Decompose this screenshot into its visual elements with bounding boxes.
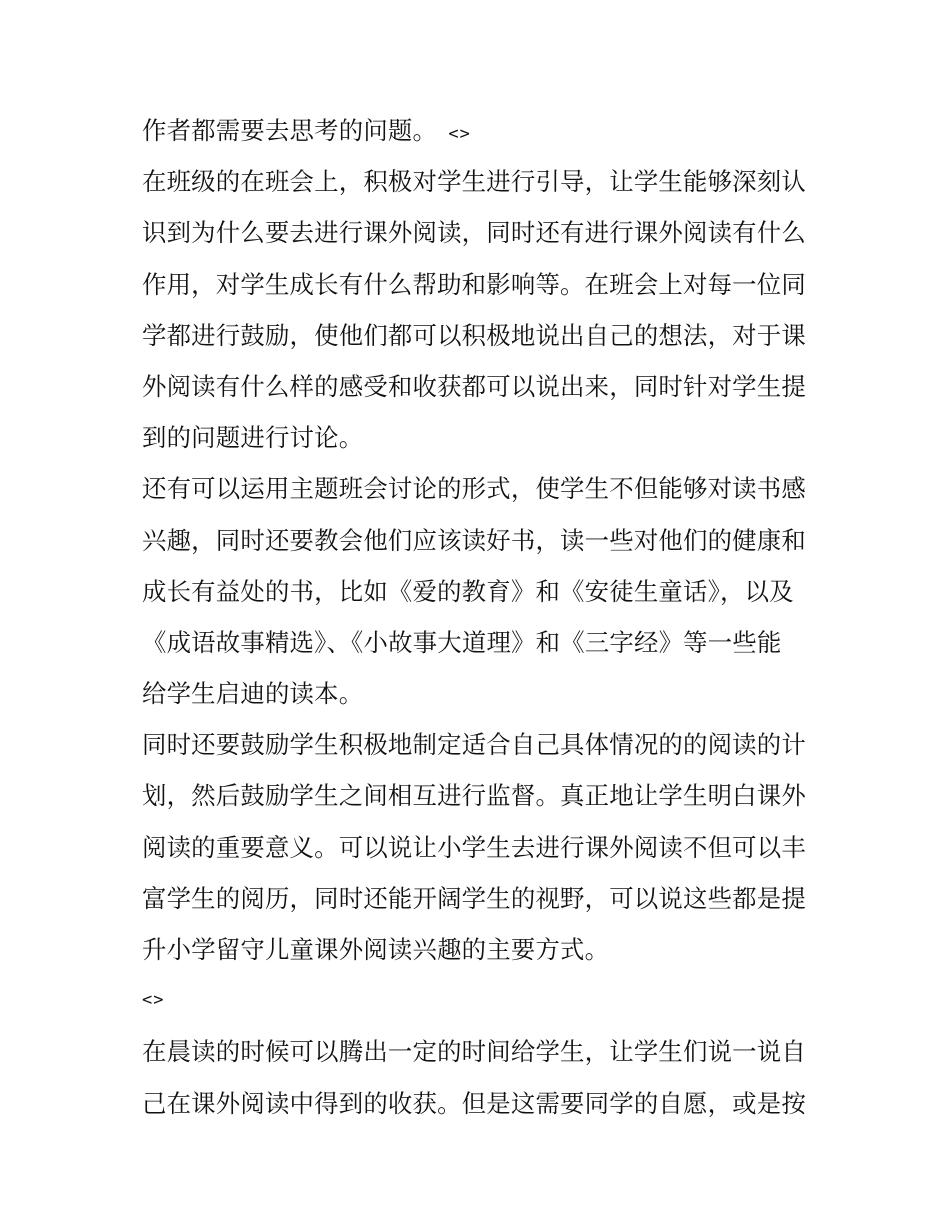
text-line: 富学生的阅历，同时还能开阔学生的视野，可以说这些都是提: [142, 883, 806, 913]
text-line: 给学生启迪的读本。: [142, 679, 364, 709]
paragraph-3: [142, 463, 812, 719]
text-line: 同时还要鼓励学生积极地制定适合自己具体情况的的阅读的计: [142, 730, 806, 760]
text-line: 成长有益处的书，比如《爱的教育》和《安徒生童话》，以及: [142, 576, 794, 606]
text-line: 识到为什么要去进行课外阅读，同时还有进行课外阅读有什么: [142, 218, 806, 248]
paragraph-1: [142, 105, 812, 156]
text-line: 《成语故事精选》、《小故事大道理》和《三字经》等一些能: [142, 627, 782, 657]
text-line: 外阅读有什么样的感受和收获都可以说出来，同时针对学生提: [142, 371, 806, 401]
text-line: 阅读的重要意义。可以说让小学生去进行课外阅读不但可以丰: [142, 832, 806, 862]
text-line: 己在课外阅读中得到的收获。但是这需要同学的自愿，或是按: [142, 1088, 806, 1118]
paragraph-5: [142, 975, 812, 1026]
text-line: 学都进行鼓励，使他们都可以积极地说出自己的想法，对于课: [142, 320, 806, 350]
text-line: 在晨读的时候可以腾出一定的时间给学生，让学生们说一说自: [142, 1037, 806, 1067]
paragraph-2: [142, 156, 812, 463]
text-line: 兴趣，同时还要教会他们应该读好书，读一些对他们的健康和: [142, 525, 806, 555]
text-line: 划，然后鼓励学生之间相互进行监督。真正地让学生明白课外: [142, 781, 806, 811]
paragraph-6: [142, 1026, 812, 1128]
text-line: 升小学留守儿童课外阅读兴趣的主要方式。: [142, 935, 610, 964]
text-line: 作用，对学生成长有什么帮助和影响等。在班会上对每一位同: [142, 269, 806, 299]
text-line: 还有可以运用主题班会讨论的形式，使学生不但能够对读书感: [142, 474, 806, 504]
text-line: 到的问题进行讨论。: [142, 423, 364, 453]
marker-symbol: <>: [437, 124, 471, 144]
paragraph-4: [142, 719, 812, 975]
marker-symbol: <>: [142, 990, 165, 1011]
text-run: 作者都需要去思考的问题。: [142, 116, 438, 145]
text-line: [142, 105, 812, 156]
document-body: [142, 105, 812, 1129]
text-line: 在班级的在班会上，积极对学生进行引导，让学生能够深刻认: [142, 167, 806, 197]
